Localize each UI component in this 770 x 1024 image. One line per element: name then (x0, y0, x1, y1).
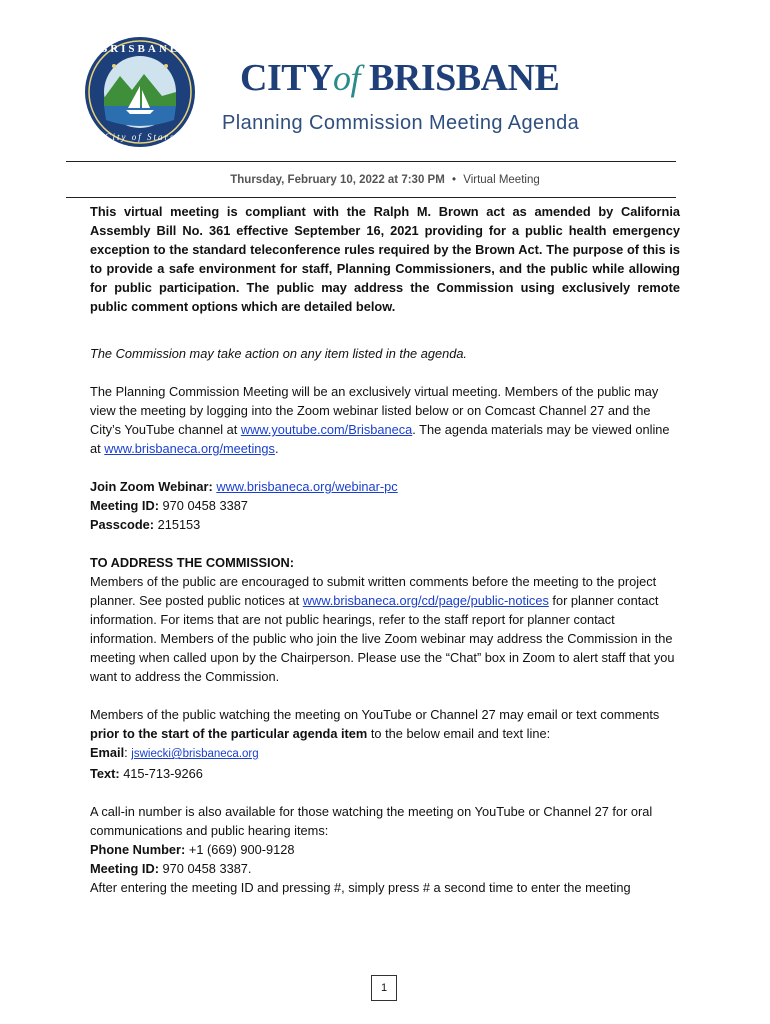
zoom-webinar-line (90, 477, 680, 496)
email-line: Email: jswiecki@brisbaneca.org (90, 745, 259, 760)
meetings-link[interactable]: www.brisbaneca.org/meetings (104, 441, 275, 456)
zoom-passcode: 215153 (157, 517, 201, 532)
youtube-link[interactable]: www.youtube.com/Brisbaneca (240, 422, 413, 437)
text-line (90, 764, 680, 783)
city-title-part2: BRISBANE (369, 57, 560, 99)
callin-after-text: After entering the meeting ID and pressing #, simply press # a second time to enter the meeting (90, 880, 631, 895)
zoom-passcode-label: Passcode: (90, 517, 155, 532)
callin-meeting-id-line (90, 859, 680, 878)
zoom-meeting-id-label: Meeting ID: (90, 498, 159, 513)
phone-line (90, 840, 680, 859)
youtube-comments-text-2: to the below email and text line: (367, 726, 551, 741)
phone-number: +1 (669) 900-9128 (188, 842, 295, 857)
svg-text:BRISBANE: BRISBANE (99, 43, 181, 55)
phone-label: Phone Number: (90, 842, 186, 857)
address-text-1: Members of the public are encouraged to submit written comments before the meeting to the project planner. See posted public notices at (90, 574, 657, 608)
youtube-comments-paragraph (90, 705, 680, 743)
city-title-of: of (333, 58, 361, 98)
email-label: Email (90, 745, 125, 760)
email-link[interactable]: jswiecki@brisbaneca.org (131, 748, 259, 760)
city-seal-logo (84, 36, 196, 148)
callin-meeting-id: 970 0458 3387. (162, 861, 252, 876)
zoom-meeting-id-line (90, 496, 680, 515)
virtual-meeting-paragraph (90, 382, 680, 458)
address-text-2: for planner contact information. For items that are not public hearings, refer to the staff report for planner contact information. Members of the public who join the live Zoom webinar may address the Commission in the meeting when called upon by the Chairperson. Please use the “Chat” box in Zoom to alert staff that you want to address the Commission. (90, 593, 675, 684)
virtual-text-1: The Planning Commission Meeting will be an exclusively virtual meeting. Members of the public may view the meeting by logging into the Zoom webinar listed below or on Comcast Channel 27 and the City’s YouTube channel at (90, 384, 659, 437)
meeting-date: Thursday, February 10, 2022 at 7:30 PM (230, 174, 445, 186)
public-notices-link[interactable]: www.brisbaneca.org/cd/page/public-notices (302, 593, 549, 608)
header-divider-bottom (66, 197, 676, 198)
header-divider-top (66, 161, 676, 162)
callin-meeting-id-label: Meeting ID: (90, 861, 159, 876)
svg-text:City of Stars: City of Stars (104, 132, 176, 142)
action-note: The Commission may take action on any item listed in the agenda. (90, 346, 467, 361)
virtual-text-3: . (274, 441, 279, 456)
city-title (240, 56, 559, 100)
meeting-type: Virtual Meeting (463, 174, 540, 186)
virtual-text-2: . The agenda materials may be viewed online at (90, 422, 670, 456)
youtube-comments-bold: prior to the start of the particular agenda item (90, 726, 368, 741)
zoom-webinar-link[interactable]: www.brisbaneca.org/webinar-pc (216, 479, 398, 494)
agenda-subtitle: Planning Commission Meeting Agenda (222, 112, 580, 134)
address-heading: TO ADDRESS THE COMMISSION: (90, 555, 295, 570)
text-number: 415-713-9266 (123, 766, 203, 781)
text-label: Text: (90, 766, 120, 781)
meeting-separator: • (452, 174, 457, 186)
agenda-body (90, 202, 680, 897)
address-paragraph (90, 572, 680, 686)
meeting-info-line (0, 174, 770, 186)
callin-paragraph: A call-in number is also available for those watching the meeting on YouTube or Channel 27 for oral communications and public hearing items: (90, 804, 653, 838)
city-title-part1: CITY (240, 57, 334, 99)
page-number: 1 (371, 975, 397, 1001)
zoom-webinar-label: Join Zoom Webinar: (90, 479, 213, 494)
brown-act-notice: This virtual meeting is compliant with the Ralph M. Brown act as amended by California Assembly Bill No. 361 effective September 16, 2021 providing for a public health emergency exception to the standard teleconference rules required by the Brown Act. The purpose of this is to provide a safe environment for staff, Planning Commissioners, and the public while allowing for public participation. The public may address the Commission using exclusively remote public comment options which are detailed below. (90, 204, 680, 314)
youtube-comments-text-1: Members of the public watching the meeting on YouTube or Channel 27 may email or text comments (90, 707, 660, 722)
zoom-meeting-id: 970 0458 3387 (162, 498, 248, 513)
zoom-passcode-line (90, 515, 680, 534)
